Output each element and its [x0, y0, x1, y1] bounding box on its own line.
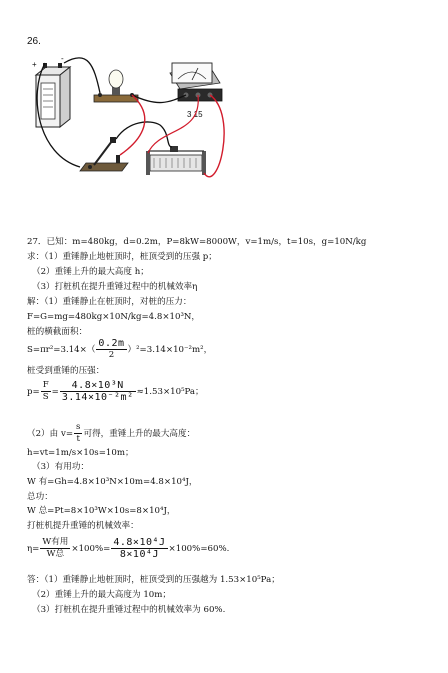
- total-work-calc: W 总=Pt=8×10³W×10s=8×10⁴J，: [27, 506, 176, 516]
- eta-fraction-w: [40, 537, 70, 560]
- total-work-label: 总功：: [27, 492, 53, 502]
- efficiency-calc: [27, 537, 229, 560]
- h-tail: 可得，重锤上升的最大高度：: [83, 429, 196, 439]
- eta-pre: η=: [27, 544, 40, 554]
- p-fraction-values-num: 4.8×10³N: [60, 380, 136, 392]
- battery-minus-label: -: [61, 55, 64, 63]
- ask-line-1: 求：（1）重锤静止地桩顶时，桩顶受到的压强 p；: [27, 252, 217, 262]
- circuit-diagram: [28, 55, 228, 215]
- answer-line-1: 答：（1）重锤静止地桩顶时，桩顶受到的压强越为 1.53×10⁵Pa；: [27, 575, 280, 585]
- p-post: ≈1.53×10⁵Pa；: [136, 387, 204, 397]
- area-calc: [27, 338, 212, 361]
- answer-line-3: （3）打桩机在提升重锤过程中的机械效率为 60%.: [32, 605, 226, 615]
- area-post: ）²=3.14×10⁻²m²，: [127, 345, 213, 355]
- p-eq: =: [51, 387, 59, 397]
- useful-work-calc: W 有=Gh=4.8×10³N×10m=4.8×10⁴J，: [27, 477, 198, 487]
- eta-fraction-values: [111, 537, 167, 560]
- wire-red: [148, 95, 198, 153]
- question-26-number: 26.: [27, 36, 41, 47]
- eta-mid: ×100%=: [71, 544, 111, 554]
- lamp-icon: [94, 70, 138, 102]
- pressure-calc: [27, 380, 204, 403]
- eta-post: ×100%=60%.: [168, 544, 230, 554]
- battery-plus-label: +: [32, 60, 37, 69]
- p-fraction-fs: [41, 380, 51, 403]
- v-fraction-den: t: [76, 434, 80, 444]
- p-fraction-values: [60, 380, 136, 403]
- area-fraction-num: 0.2m: [98, 338, 125, 349]
- efficiency-label: 打桩机提升重锤的机械效率：: [27, 521, 139, 531]
- rheostat-icon: [146, 146, 206, 175]
- force-calc: F=G=mg=480kg×10N/kg=4.8×10³N，: [27, 312, 201, 322]
- area-fraction: [96, 338, 126, 361]
- eta-fraction-values-den: 8×10⁴J: [119, 549, 160, 560]
- solution-heading: 解：（1）重锤静止在桩顶时，对桩的压力：: [27, 297, 192, 307]
- eta-fraction-values-num: 4.8×10⁴J: [113, 537, 166, 548]
- p-pre: p=: [27, 387, 40, 397]
- height-calc: h=vt=1m/s×10s=10m；: [27, 448, 134, 458]
- area-pre: S=πr²=3.14×（: [27, 345, 96, 355]
- height-derivation: [27, 422, 195, 445]
- p-fraction-values-den: 3.14×10⁻²m²: [61, 392, 134, 403]
- p-fraction-fs-num: F: [42, 380, 49, 390]
- given-line: 27．已知：m=480kg，d=0.2m，P=8kW=8000W，v=1m/s，t=10s，g=10N/kg: [27, 237, 367, 247]
- voltmeter-scale-label: 3 15: [187, 110, 203, 119]
- v-fraction-num: s: [76, 422, 81, 432]
- ask-line-2: （2）重锤上升的最大高度 h；: [32, 267, 149, 277]
- useful-work-label: （3）有用功：: [32, 462, 90, 472]
- ask-line-3: （3）打桩机在提升重锤过程中的机械效率η: [32, 282, 198, 292]
- eta-fraction-w-den: W总: [46, 549, 65, 559]
- p-fraction-fs-den: S: [42, 392, 49, 402]
- eta-fraction-w-num: W有用: [42, 537, 69, 547]
- pressure-label: 桩受到重锤的压强：: [27, 366, 105, 376]
- v-fraction: [74, 422, 82, 445]
- wire-red: [204, 95, 224, 177]
- h-head: （2）由 v=: [27, 429, 74, 439]
- area-label: 桩的横截面积：: [27, 327, 88, 337]
- answer-line-2: （2）重锤上升的最大高度为 10m；: [32, 590, 172, 600]
- area-fraction-den: 2: [108, 350, 115, 360]
- voltmeter-icon: [170, 63, 222, 101]
